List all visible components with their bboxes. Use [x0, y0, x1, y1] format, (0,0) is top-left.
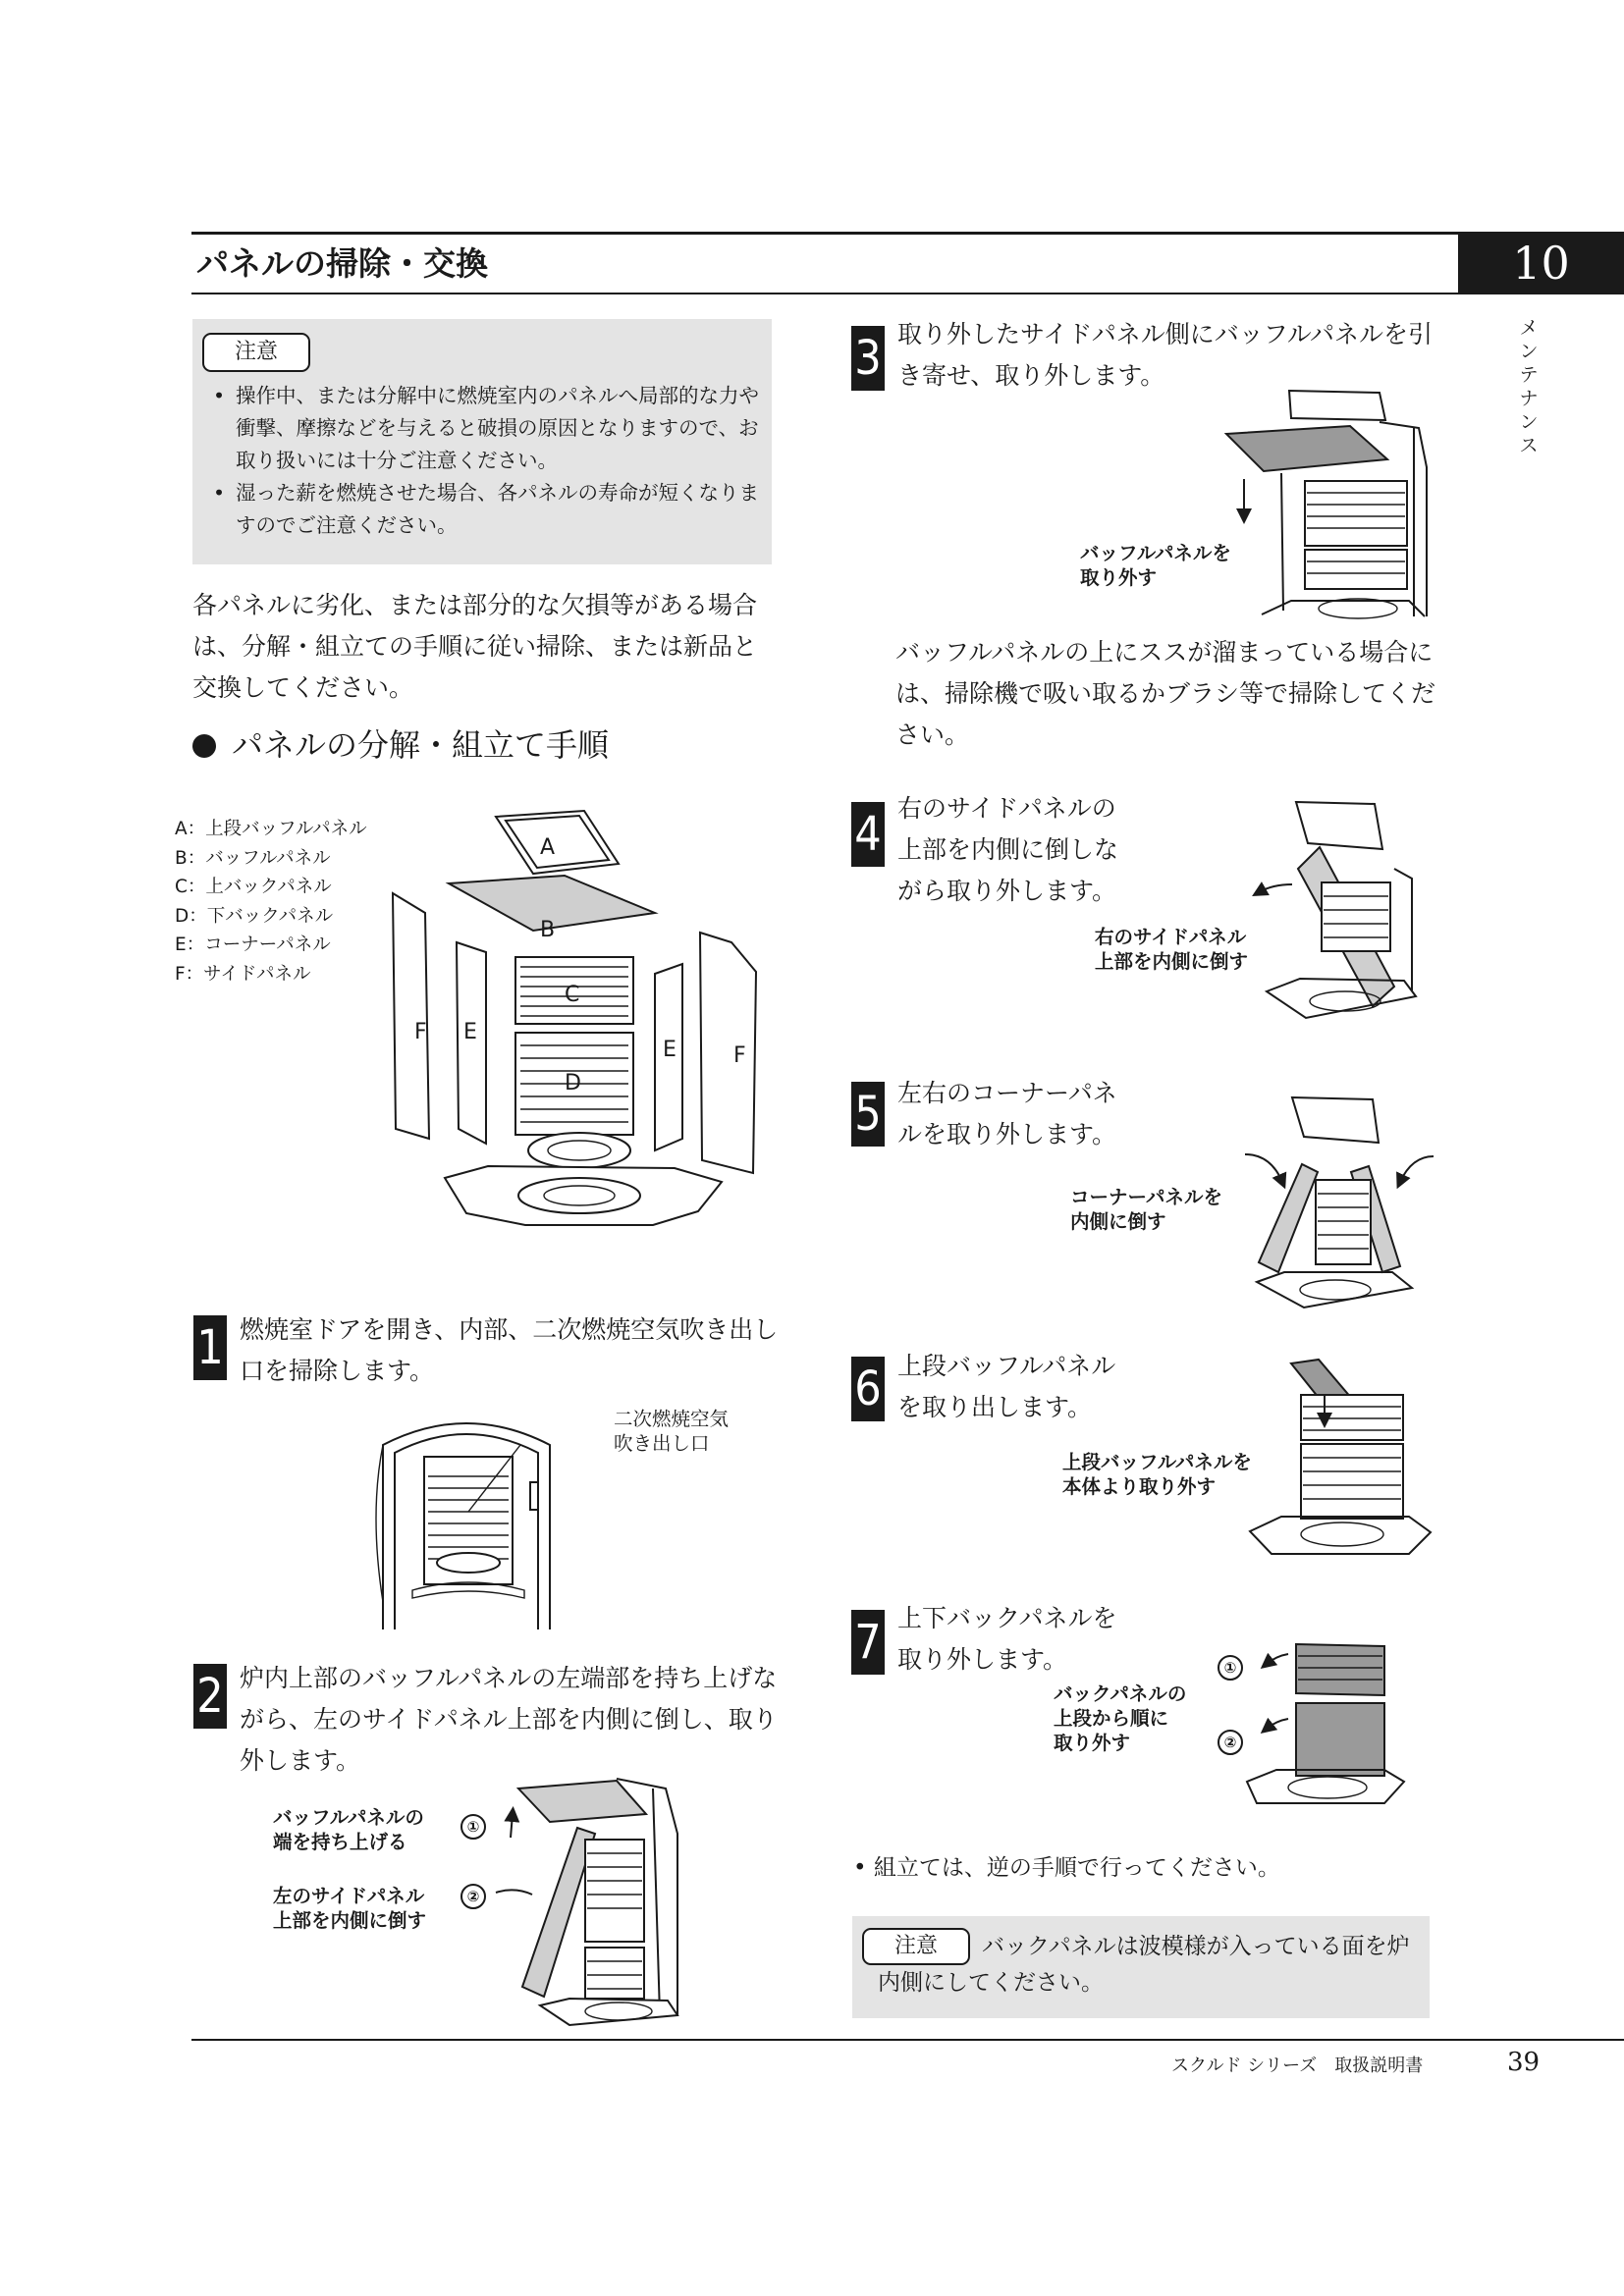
step-4-badge: 4: [851, 802, 885, 867]
side-section-label: メ ン テ ナ ン ス: [1519, 317, 1539, 456]
step-6-callout: 上段バッフルパネルを 本体より取り外す: [1062, 1451, 1252, 1498]
label-d: D: [565, 1071, 581, 1095]
step-2-callout-1: バッフルパネルの 端を持ち上げる: [273, 1806, 424, 1853]
label-b: B: [540, 918, 556, 942]
chapter-number-tab: 10: [1458, 232, 1624, 294]
legend-item: D：下バックパネル: [175, 905, 334, 927]
legend-item: C：上バックパネル: [175, 877, 332, 897]
baffle-shape: [518, 1781, 646, 1822]
step-6-text: 上段バッフルパネル を取り出します。: [897, 1352, 1116, 1421]
caution-tag: 注意: [202, 333, 310, 372]
step-3-illustration: [1222, 389, 1434, 619]
legend-item: B：バッフルパネル: [175, 847, 331, 869]
step-7-badge: 7: [851, 1610, 885, 1675]
header-rule: [191, 232, 1624, 235]
label-f-right: F: [733, 1043, 746, 1068]
lower-back-panel-shape: [1296, 1703, 1384, 1776]
caution-text: バックパネルは波模様が入っている面を炉: [982, 1934, 1410, 1959]
step-1-callout: 二次燃焼空気 吹き出し口: [614, 1408, 730, 1455]
marker-2: ②: [460, 1884, 486, 1909]
step-3-note: バッフルパネルの上にススが溜まっている場合には、掃除機で吸い取るかブラシ等で掃除してください。: [895, 638, 1436, 749]
step-4-illustration: [1247, 800, 1434, 1021]
step-4-callout: 右のサイドパネル 上部を内側に倒す: [1095, 926, 1249, 973]
step-1-text: 燃焼室ドアを開き、内部、二次燃焼空気吹き出し口を掃除します。: [240, 1315, 779, 1385]
step-2-callout-2: 左のサイドパネル 上部を内側に倒す: [273, 1885, 427, 1932]
panel-f-right-shape: [700, 933, 756, 1173]
intro-text: 各パネルに劣化、または部分的な欠損等がある場合は、分解・組立ての手順に従い掃除、または新品と交換してください。: [192, 591, 758, 702]
label-a: A: [540, 835, 556, 860]
step-3-callout: バッフルパネルを 取り外す: [1080, 542, 1231, 589]
step-7-illustration: [1227, 1634, 1414, 1806]
caution-box: [192, 319, 772, 564]
step-7-text: 上下バックパネルを 取り外します。: [897, 1604, 1117, 1674]
step-3-text: 取り外したサイドパネル側にバッフルパネルを引き寄せ、取り外します。: [897, 320, 1434, 390]
caution-tag: 注意: [862, 1928, 970, 1965]
legend-item: F：サイドパネル: [175, 963, 311, 985]
step-6-badge: 6: [851, 1357, 885, 1421]
bullet-icon: [192, 734, 216, 758]
step-6-illustration: [1242, 1360, 1443, 1566]
manual-title: スクルド シリーズ 取扱説明書: [1171, 2056, 1424, 2076]
side-panel-shape: [522, 1828, 595, 1997]
upper-back-panel-shape: [1296, 1644, 1384, 1695]
label-e-right: E: [663, 1038, 677, 1062]
step-3-badge: 3: [851, 326, 885, 391]
step-2-badge: 2: [193, 1664, 227, 1729]
step-2-text: 炉内上部のバッフルパネルの左端部を持ち上げながら、左のサイドパネル上部を内側に倒し、取り外します。: [240, 1664, 778, 1775]
label-f-left: F: [414, 1020, 427, 1044]
panel-f-left-shape: [393, 893, 429, 1139]
step-1-badge: 1: [193, 1315, 227, 1380]
legend-item: E：コーナーパネル: [175, 934, 331, 955]
step-5-illustration: [1245, 1095, 1441, 1311]
caution-text: 内側にしてください。: [878, 1970, 1104, 1996]
caution-box-bottom: [852, 1916, 1430, 2018]
exploded-panel-diagram: [388, 805, 781, 1247]
step-5-badge: 5: [851, 1082, 885, 1147]
caution-item: • 湿った薪を燃焼させた場合、各パネルの寿命が短くなりますのでご注意ください。: [210, 477, 760, 542]
marker-1: ①: [1218, 1655, 1243, 1681]
panel-legend: [175, 815, 367, 988]
label-e-left: E: [463, 1020, 477, 1044]
grate-shape: [528, 1133, 630, 1168]
label-c: C: [565, 983, 580, 1007]
step-7-callout: バックパネルの 上段から順に 取り外す: [1054, 1682, 1187, 1754]
step-1-illustration: [373, 1406, 560, 1629]
page-number: 39: [1507, 2048, 1541, 2077]
marker-2: ②: [1218, 1730, 1243, 1755]
procedure-heading: パネルの分解・組立て手順: [192, 722, 609, 768]
assembly-note: • 組立ては、逆の手順で行ってください。: [853, 1855, 1280, 1881]
marker-1: ①: [460, 1814, 486, 1840]
legend-item: A：上段バッフルパネル: [175, 819, 367, 839]
caution-item: • 操作中、または分解中に燃焼室内のパネルへ局部的な力や衝撃、摩擦などを与えると破損の原因となりますので、お取り扱いには十分ご注意ください。: [210, 380, 760, 477]
step-5-text: 左右のコーナーパネ ルを取り外します。: [897, 1079, 1117, 1148]
step-2-illustration: [491, 1775, 687, 2025]
baffle-panel-shape: [1226, 426, 1387, 471]
footer-rule: [191, 2039, 1624, 2041]
left-corner-panel-shape: [1259, 1164, 1318, 1272]
header-underline: [191, 293, 1458, 294]
step-4-text: 右のサイドパネルの 上部を内側に倒しな がら取り外します。: [897, 794, 1119, 905]
caution-list: [210, 380, 760, 542]
step-5-callout: コーナーパネルを 内側に倒す: [1070, 1186, 1223, 1233]
section-title: パネルの掃除・交換: [196, 244, 488, 283]
